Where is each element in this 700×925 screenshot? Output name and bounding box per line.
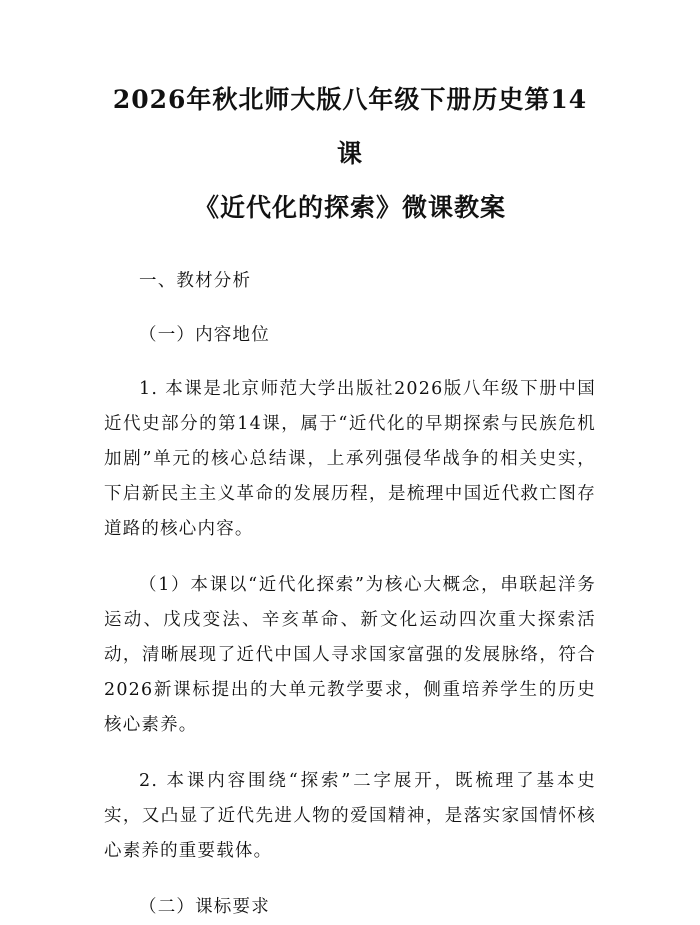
paragraph-1: 1. 本课是北京师范大学出版社2026版八年级下册中国近代史部分的第14课，属于“近代化的早期探索与民族危机加剧”单元的核心总结课，上承列强侵华战争的相关史实，下启新民主主义革命的发展历程，是梳理中国近代救亡图存道路的核心内容。	[104, 379, 596, 539]
paragraph-3: 2. 本课内容围绕“探索”二字展开，既梳理了基本史实，又凸显了近代先进人物的爱国精神，是落实家国情怀核心素养的重要载体。	[104, 771, 596, 861]
subsection-heading-curriculum-requirements: （二）课标要求	[139, 897, 270, 917]
paragraph-2: （1）本课以“近代化探索”为核心大概念，串联起洋务运动、戊戌变法、辛亥革命、新文化运动四次重大探索活动，清晰展现了近代中国人寻求国家富强的发展脉络，符合2026新课标提出的大单元教学要求，侧重培养学生的历史核心素养。	[104, 575, 596, 735]
section-heading-textbook-analysis: 一、教材分析	[139, 271, 252, 291]
subsection-heading-content-position: （一）内容地位	[139, 325, 270, 345]
document-title-line-2: 《近代化的探索》微课教案	[193, 193, 506, 222]
document-title-line-1: 2026年秋北师大版八年级下册历史第14课	[112, 85, 588, 168]
